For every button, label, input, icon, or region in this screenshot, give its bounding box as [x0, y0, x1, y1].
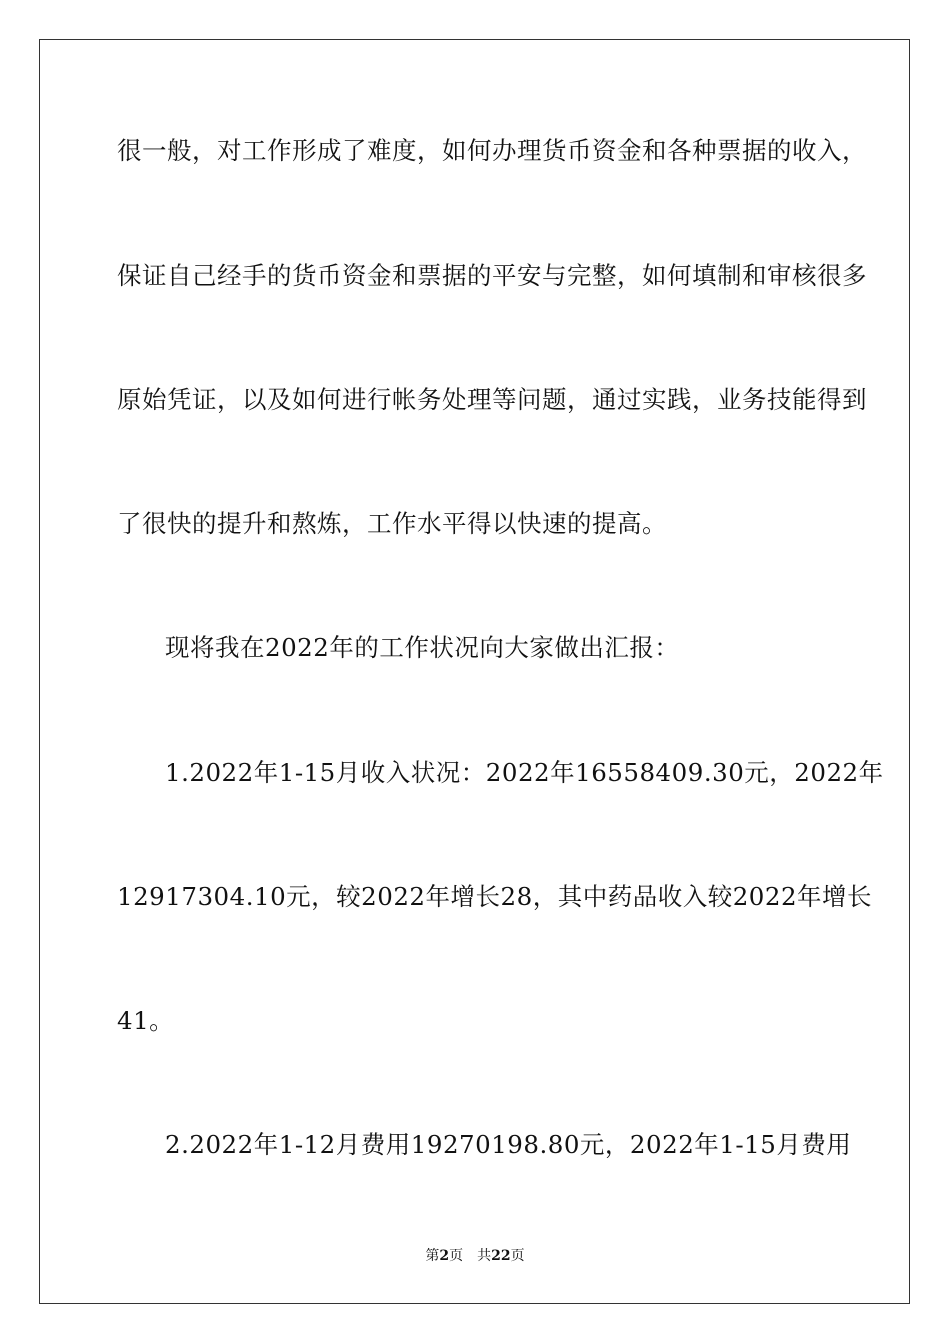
footer-mid: 页 共	[449, 1248, 492, 1264]
text-line: 12917304.10元，较2022年增长28，其中药品收入较2022年增长	[117, 882, 873, 911]
total-page-number: 22	[491, 1248, 511, 1264]
text-line: 现将我在2022年的工作状况向大家做出汇报：	[165, 633, 680, 662]
text-line: 原始凭证，以及如何进行帐务处理等问题，通过实践，业务技能得到	[117, 385, 867, 414]
footer-prefix: 第	[425, 1248, 440, 1264]
page-border	[39, 39, 910, 1304]
text-line: 41。	[117, 1006, 175, 1035]
text-line: 1.2022年1-15月收入状况：2022年16558409.30元，2022年	[165, 758, 884, 787]
text-line: 很一般，对工作形成了难度，如何办理货币资金和各种票据的收入，	[117, 136, 867, 165]
text-line: 2.2022年1-12月费用19270198.80元，2022年1-15月费用	[165, 1130, 852, 1159]
footer-suffix: 页	[510, 1248, 525, 1264]
text-line: 了很快的提升和熬炼，工作水平得以快速的提高。	[117, 509, 667, 538]
text-line: 保证自己经手的货币资金和票据的平安与完整，如何填制和审核很多	[117, 261, 867, 290]
current-page-number: 2	[439, 1248, 450, 1264]
page-number-footer	[0, 1247, 950, 1265]
